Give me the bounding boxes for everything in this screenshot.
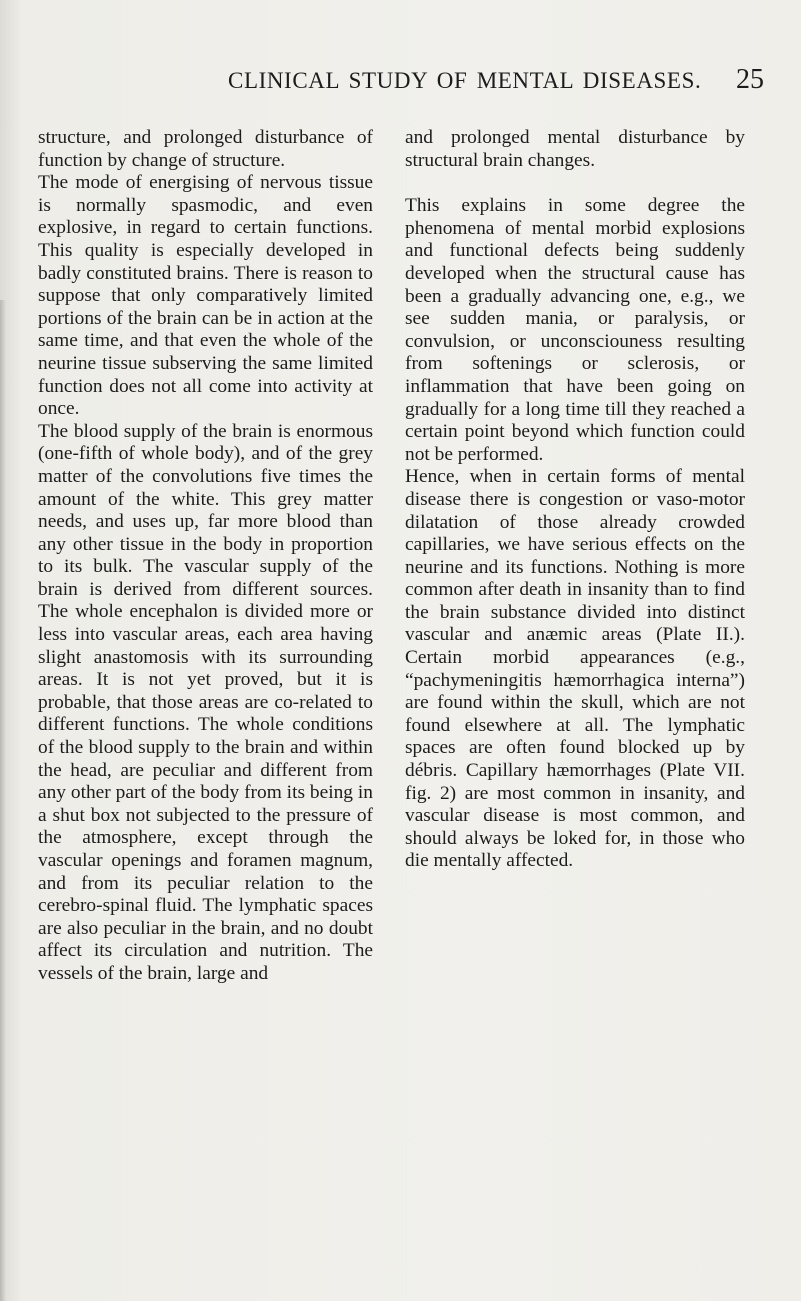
running-head: CLINICAL STUDY OF MENTAL DISEASES.	[228, 68, 702, 93]
right-column	[405, 127, 745, 873]
page-number: 25	[736, 64, 764, 95]
left-column	[38, 127, 373, 986]
left-paragraph-3: The blood supply of the brain is enormous (one-fifth of whole body), and of the grey matter of the convolutions five times the amount of the white. This grey matter needs, and uses up, far more blood than any other tissue in the body in proportion to its bulk. The vascular supply of the brain is derived from different sources. The whole encephalon is divided more or less into vascular areas, each area having slight anastomosis with its surrounding areas. It is not yet proved, but it is probable, that those areas are co-related to different functions. The whole conditions of the blood supply to the brain and within the head, are peculiar and different from any other part of the body from its being in a shut box not subjected to the pressure of the atmosphere, except through the vascular openings and foramen magnum, and from its peculiar relation to the cerebro-spinal fluid. The lymphatic spaces are also peculiar in the brain, and no doubt affect its circulation and nutrition. The vessels of the brain, large and	[38, 420, 373, 984]
left-paragraph-2: The mode of energising of nervous tissue is normally spasmodic, and even explosive, in regard to certain functions. This quality is especially developed in badly constituted brains. There is reason to suppose that only comparatively limited portions of the brain can be in action at the same time, and that even the whole of the neurine tissue subserving the same limited function does not all come into activity at once.	[38, 172, 373, 420]
right-paragraph-1: and prolonged mental disturbance by structural brain changes.	[405, 127, 745, 171]
right-paragraph-2: This explains in some degree the phenomena of mental morbid explosions and functional defects being suddenly developed when the structural cause has been a gradually advancing one, e.g., we see sudden mania, or paralysis, or convulsion, or unconsciouness resulting from softenings or sclerosis, or inflammation that have been going on gradually for a long time till they reached a certain point beyond which function could not be performed.	[405, 195, 745, 465]
page-binding-shadow	[0, 300, 6, 1301]
page-header	[0, 62, 801, 102]
left-paragraph-1: structure, and prolonged disturbance of function by change of structure.	[38, 127, 373, 171]
right-paragraph-3: Hence, when in certain forms of mental disease there is congestion or vaso-motor dilatation of those already crowded capillaries, we have serious effects on the neurine and its functions. Nothing is more common after death in insanity than to find the brain substance divided into distinct vascular and anæmic areas (Plate II.). Certain morbid appearances (e.g., “pachymeningitis hæmorrhagica interna”) are found within the skull, which are not found elsewhere at all. The lymphatic spaces are often found blocked up by débris. Capillary hæmorrhages (Plate VII. fig. 2) are most common in insanity, and vascular disease is most common, and should always be loked for, in those who die mentally affected.	[405, 466, 745, 872]
